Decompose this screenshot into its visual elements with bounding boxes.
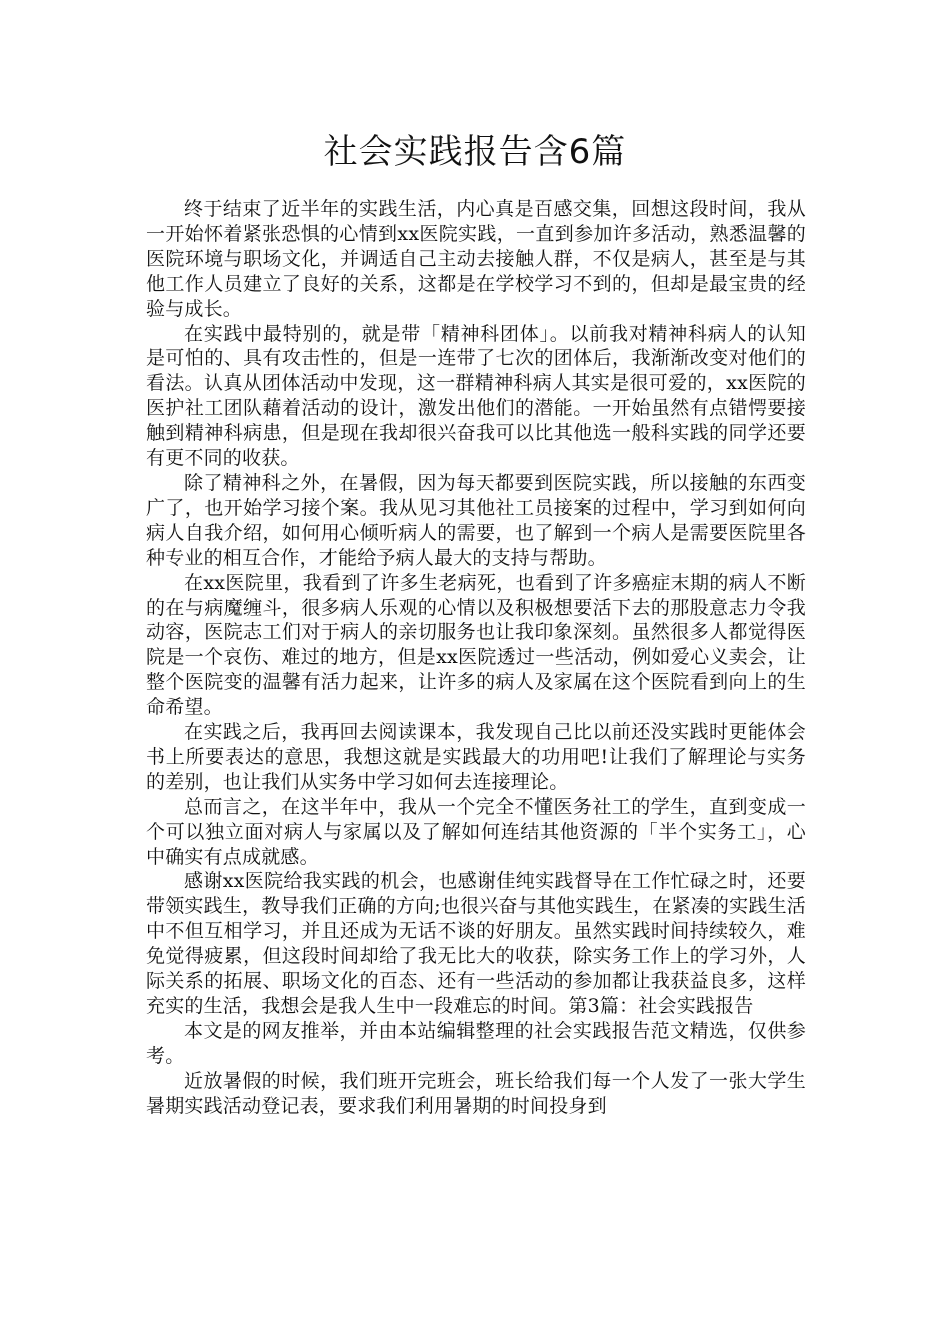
document-body — [146, 197, 806, 1119]
paragraph-1: 终于结束了近半年的实践生活，内心真是百感交集，回想这段时间，我从一开始怀着紧张恐惧的心情到xx医院实践，一直到参加许多活动，熟悉温馨的医院环境与职场文化，并调适自己主动去接触人群，不仅是病人，甚至是与其他工作人员建立了良好的关系，这都是在学校学习不到的，但却是最宝贵的经验与成长。 — [146, 198, 806, 320]
document-title: 社会实践报告含6篇 — [323, 132, 627, 172]
paragraph-8: 本文是的网友推举，并由本站编辑整理的社会实践报告范文精选，仅供参考。 — [146, 1019, 806, 1067]
paragraph-7: 感谢xx医院给我实践的机会，也感谢佳纯实践督导在工作忙碌之时，还要带领实践生，教导我们正确的方向;也很兴奋与其他实践生，在紧凑的实践生活中不但互相学习，并且还成为无话不谈的好朋友。虽然实践时间持续较久，难免觉得疲累，但这段时间却给了我无比大的收获，除实务工作上的学习外，人际关系的拓展、职场文化的百态、还有一些活动的参加都让我获益良多，这样充实的生活，我想会是我人生中一段难忘的时间。第3篇：社会实践报告 — [146, 870, 806, 1017]
paragraph-6: 总而言之，在这半年中，我从一个完全不懂医务社工的学生，直到变成一个可以独立面对病人与家属以及了解如何连结其他资源的「半个实务工」，心中确实有点成就感。 — [146, 795, 806, 868]
paragraph-3: 除了精神科之外，在暑假，因为每天都要到医院实践，所以接触的东西变广了，也开始学习接个案。我从见习其他社工员接案的过程中，学习到如何向病人自我介绍，如何用心倾听病人的需要，也了解到一个病人是需要医院里各种专业的相互合作，才能给予病人最大的支持与帮助。 — [146, 471, 806, 569]
paragraph-9: 近放暑假的时候，我们班开完班会，班长给我们每一个人发了一张大学生暑期实践活动登记表，要求我们利用暑期的时间投身到 — [146, 1069, 806, 1117]
paragraph-5: 在实践之后，我再回去阅读课本，我发现自己比以前还没实践时更能体会书上所要表达的意思，我想这就是实践最大的功用吧!让我们了解理论与实务的差别，也让我们从实务中学习如何去连接理论。 — [146, 721, 806, 793]
paragraph-2: 在实践中最特别的，就是带「精神科团体」。以前我对精神科病人的认知是可怕的、具有攻击性的，但是一连带了七次的团体后，我渐渐改变对他们的看法。认真从团体活动中发现，这一群精神科病人其实是很可爱的，xx医院的医护社工团队藉着活动的设计，激发出他们的潜能。一开始虽然有点错愕要接触到精神科病患，但是现在我却很兴奋我可以比其他选一般科实践的同学还要有更不同的收获。 — [146, 322, 806, 470]
paragraph-4: 在xx医院里，我看到了许多生老病死，也看到了许多癌症末期的病人不断的在与病魔缠斗，很多病人乐观的心情以及积极想要活下去的那股意志力令我动容，医院志工们对于病人的亲切服务也让我印象深刻。虽然很多人都觉得医院是一个哀伤、难过的地方，但是xx医院透过一些活动，例如爱心义卖会，让整个医院变的温馨有活力起来，让许多的病人及家属在这个医院看到向上的生命希望。 — [146, 571, 806, 719]
